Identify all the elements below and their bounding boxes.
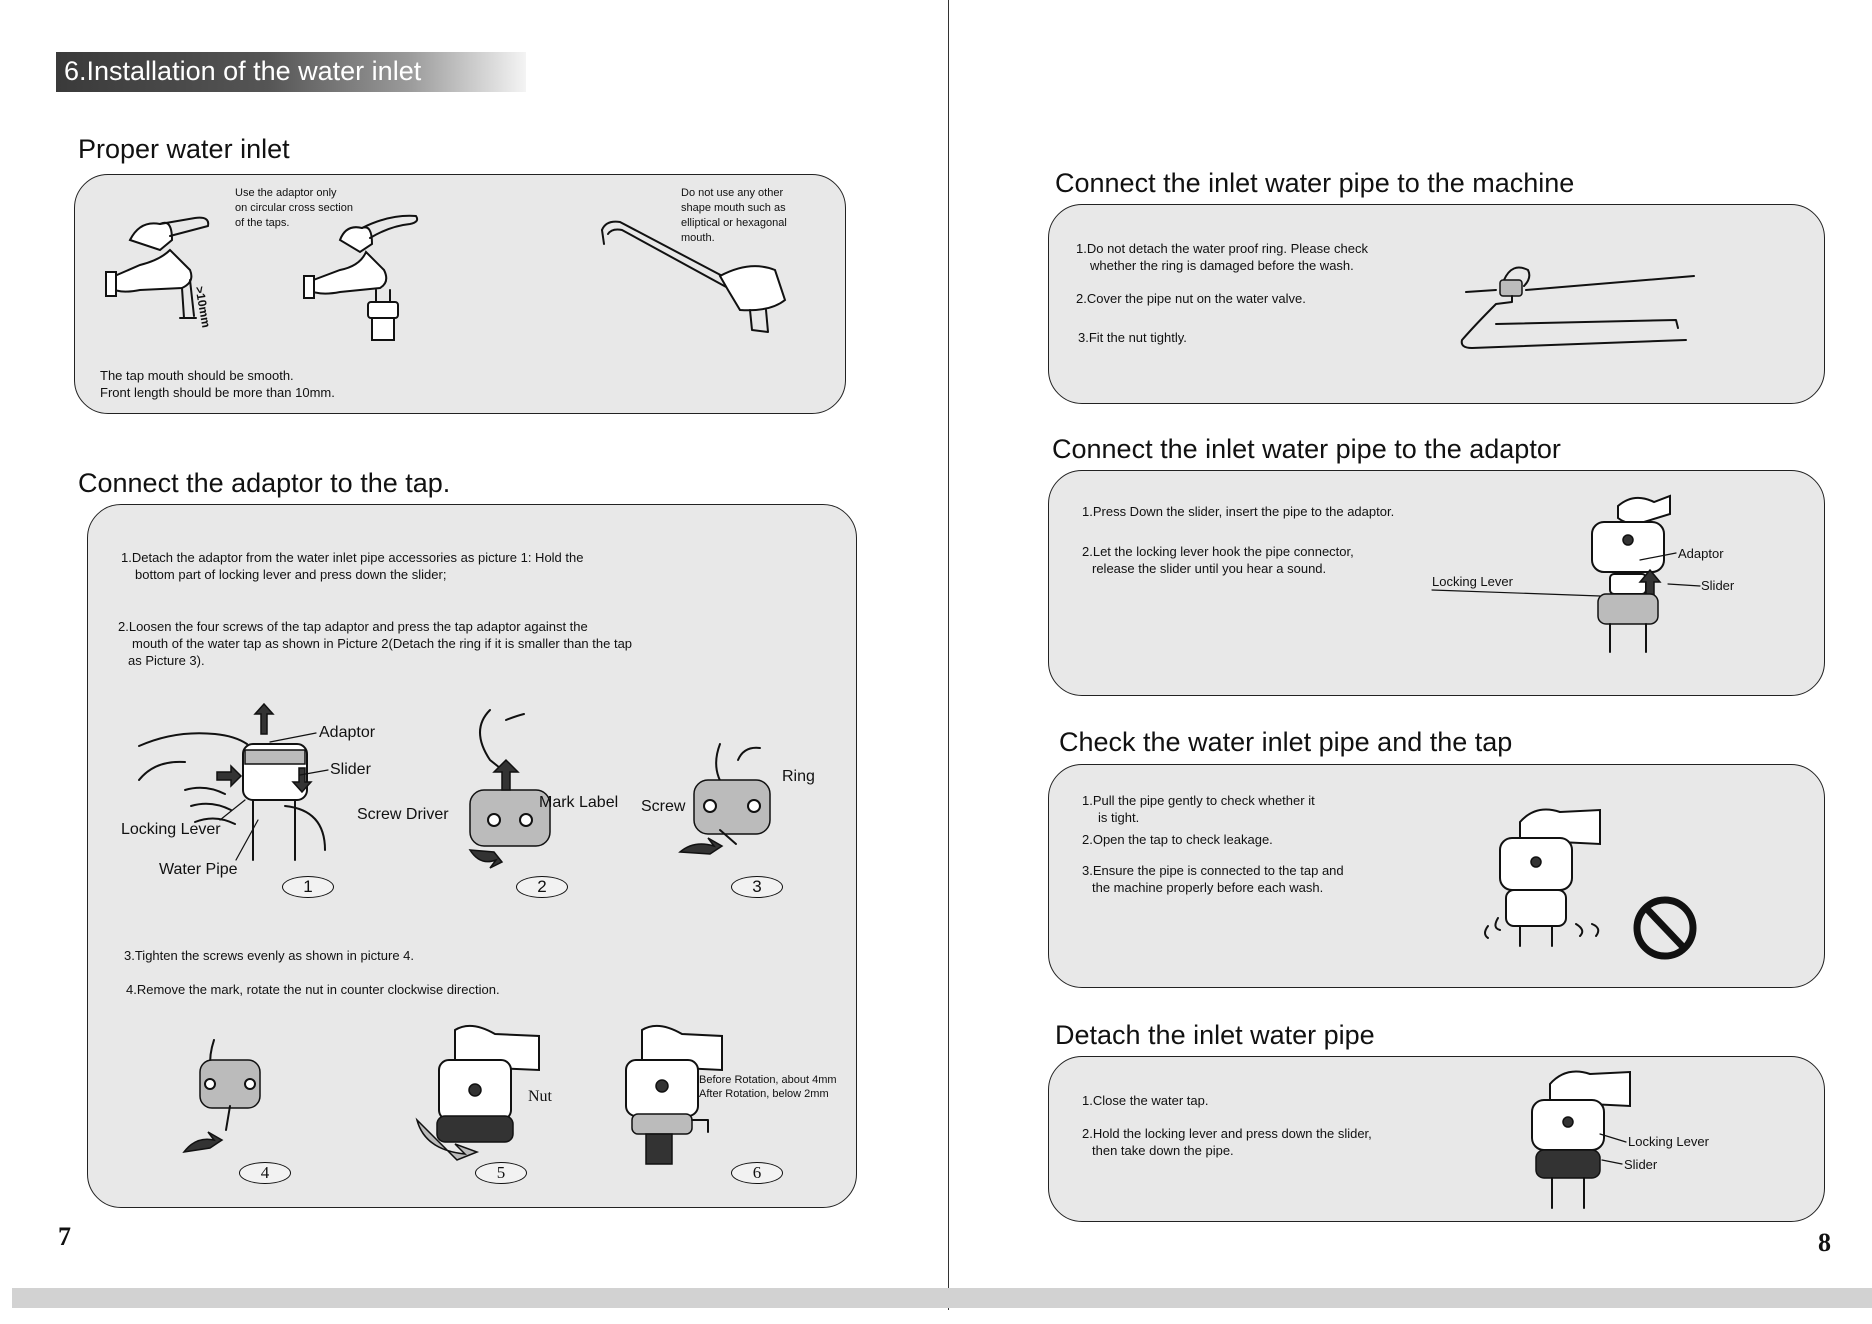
heading-detach: Detach the inlet water pipe <box>1055 1020 1375 1050</box>
label-locking-lever: Locking Lever <box>121 821 221 838</box>
bottom-bar <box>12 1288 1872 1308</box>
note-other-shape: Do not use any other shape mouth such as elliptical or hexagonal mouth. <box>681 187 787 244</box>
to-machine-steps: 1.Do not detach the water proof ring. Please check whether the ring is damaged before the wash. 2.Cover the pipe nut on the water valve. 3.Fit the nut tightly. <box>1076 241 1368 345</box>
label-ring: Ring <box>782 768 815 785</box>
page-divider <box>948 0 949 1310</box>
note-circular: Use the adaptor only on circular cross section of the taps. <box>235 187 353 229</box>
adaptor-step-2: 2.Loosen the four screws of the tap adaptor and press the tap adaptor against the mouth of the water tap as shown in Picture 2(Detach the ring if it is smaller than the tap as Picture 3). <box>118 619 633 668</box>
leader-lines-detach <box>0 0 1 1</box>
picture-number-1: 1 <box>282 876 334 898</box>
label-nut: Nut <box>528 1088 552 1105</box>
picture-number-3: 3 <box>731 876 783 898</box>
page-number-right: 8 <box>1818 1228 1831 1257</box>
adaptor-illustration-5 <box>415 1020 545 1160</box>
heading-to-adaptor: Connect the inlet water pipe to the adaptor <box>1052 434 1561 464</box>
label-before-rotation: Before Rotation, about 4mm <box>699 1074 837 1086</box>
heading-adaptor-to-tap: Connect the adaptor to the tap. <box>78 468 451 498</box>
heading-check: Check the water inlet pipe and the tap <box>1059 727 1513 757</box>
detach-steps: 1.Close the water tap. 2.Hold the locking lever and press down the slider, then take down the pipe. <box>1082 1093 1372 1158</box>
page-number-left: 7 <box>58 1222 71 1251</box>
label-water-pipe: Water Pipe <box>159 861 238 878</box>
check-steps: 1.Pull the pipe gently to check whether it is tight. 2.Open the tap to check leakage. 3.Ensure the pipe is connected to the tap and the machine properly before each wash. <box>1082 793 1344 895</box>
picture-number-6: 6 <box>731 1162 783 1184</box>
tap-illustration-2 <box>300 210 430 350</box>
picture-number-2: 2 <box>516 876 568 898</box>
adaptor-connect-illustration <box>1578 482 1698 652</box>
heading-to-machine: Connect the inlet water pipe to the machine <box>1055 168 1575 198</box>
adaptor-illustration-2 <box>450 710 570 870</box>
label-locking-lever-detach: Locking Lever <box>1628 1134 1709 1149</box>
label-adaptor: Adaptor <box>319 724 376 741</box>
picture-number-5: 5 <box>475 1162 527 1184</box>
label-slider: Slider <box>330 761 371 778</box>
adaptor-illustration-4 <box>180 1040 270 1160</box>
tap-illustration-1 <box>100 210 240 350</box>
to-adaptor-steps: 1.Press Down the slider, insert the pipe to the adaptor. 2.Let the locking lever hook the pipe connector, release the slider until you hear a sound. <box>1082 504 1395 576</box>
proper-inlet-footer: The tap mouth should be smooth. Front length should be more than 10mm. <box>100 368 335 400</box>
picture-number-4: 4 <box>239 1162 291 1184</box>
machine-valve-illustration <box>1456 240 1696 360</box>
label-screw-driver: Screw Driver <box>357 806 449 823</box>
label-after-rotation: After Rotation, below 2mm <box>699 1088 829 1100</box>
dimension-label: >10mm <box>192 285 214 329</box>
adaptor-step-4: 4.Remove the mark, rotate the nut in counter clockwise direction. <box>126 982 500 997</box>
label-slider-r: Slider <box>1701 578 1735 593</box>
label-locking-lever-r: Locking Lever <box>1432 574 1513 589</box>
adaptor-step-1: 1.Detach the adaptor from the water inlet pipe accessories as picture 1: Hold the bottom part of locking lever and press down the slider; <box>121 550 584 582</box>
section-title-bar <box>56 52 526 92</box>
check-leak-illustration <box>1480 798 1610 948</box>
prohibited-icon <box>1632 896 1702 966</box>
label-mark-label: Mark Label <box>539 794 619 811</box>
section-title: 6.Installation of the water inlet <box>64 56 422 86</box>
label-slider-detach: Slider <box>1624 1157 1658 1172</box>
label-screw: Screw <box>641 798 686 815</box>
heading-proper-inlet: Proper water inlet <box>78 134 290 164</box>
adaptor-illustration-3 <box>680 740 790 870</box>
faucet-illustration <box>600 220 810 350</box>
label-adaptor-r: Adaptor <box>1678 546 1724 561</box>
detach-illustration <box>1520 1058 1650 1208</box>
adaptor-step-3: 3.Tighten the screws evenly as shown in picture 4. <box>124 948 414 963</box>
